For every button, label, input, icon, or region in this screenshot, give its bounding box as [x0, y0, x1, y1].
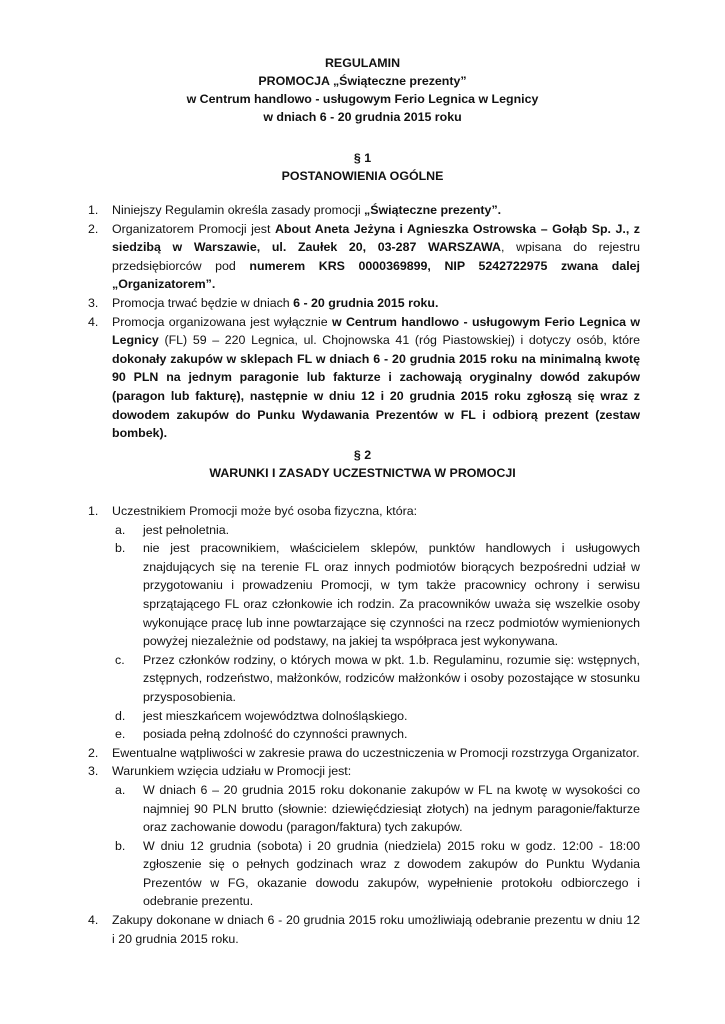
- item-number: 4.: [88, 913, 99, 928]
- item-text: Organizatorem Promocji jest: [112, 221, 275, 236]
- sub-item-letter: b.: [115, 838, 126, 853]
- list-item: [88, 220, 640, 294]
- sub-item-text: W dniach 6 – 20 grudnia 2015 roku dokonanie zakupów w FL na kwotę w wysokości co najmniej 90 PLN brutto (słownie: dziewięćdziesiąt złotych) na jednym paragonie/fakturze oraz zachowanie dowodu (paragon/faktura) tych zakupów.: [143, 782, 640, 835]
- section-2-list: [88, 502, 640, 948]
- sub-item: [88, 521, 640, 540]
- sub-item: [88, 651, 640, 707]
- item-text: Promocja trwać będzie w dniach: [112, 295, 294, 310]
- item-number: 2.: [88, 745, 99, 760]
- item-number: 1.: [88, 203, 99, 217]
- list-item: [88, 744, 640, 763]
- item-text: Zakupy dokonane w dniach 6 - 20 grudnia 2015 roku umożliwiają odebranie prezentu w dniu 12 i 20 grudnia 2015 roku.: [112, 913, 640, 946]
- item-text: Uczestnikiem Promocji może być osoba fizyczna, która:: [112, 504, 418, 518]
- list-item: [88, 313, 640, 443]
- list-item: [88, 201, 640, 220]
- sub-item-letter: a.: [115, 782, 126, 797]
- item-number: 4.: [88, 314, 99, 329]
- section-1-list: [88, 201, 640, 443]
- item-text: Warunkiem wzięcia udziału w Promocji jest:: [112, 764, 352, 779]
- sub-item-letter: e.: [115, 727, 126, 742]
- document-header: [0, 54, 725, 126]
- item-text-bold: „Świąteczne prezenty”.: [364, 203, 502, 217]
- item-number: 3.: [88, 764, 99, 779]
- item-text: (FL) 59 – 220 Legnica, ul. Chojnowska 41 (róg Piastowskiej) i dotyczy osób, które: [158, 333, 640, 348]
- section-2-number: § 2: [353, 448, 372, 462]
- section-1-heading: [0, 149, 725, 185]
- sub-item: [88, 707, 640, 726]
- section-1-title: POSTANOWIENIA OGÓLNE: [281, 169, 444, 183]
- sub-item-text: Przez członków rodziny, o których mowa w pkt. 1.b. Regulaminu, rozumie się: wstępnych, zstępnych, rodzeństwo, małżonków, rodziców małżonków i osoby pozostające w stosunku przysposobienia.: [143, 652, 640, 704]
- list-item: [88, 762, 640, 781]
- header-line-1: REGULAMIN: [324, 56, 401, 70]
- item-text: Ewentualne wątpliwości w zakresie prawa do uczestniczenia w Promocji rozstrzyga Organizator.: [112, 745, 640, 760]
- sub-item: [88, 539, 640, 651]
- sub-item-text: jest mieszkańcem województwa dolnośląskiego.: [143, 708, 408, 723]
- sub-item-letter: c.: [115, 652, 125, 667]
- item-number: 1.: [88, 504, 99, 518]
- sub-item-text: jest pełnoletnia.: [143, 522, 230, 537]
- section-1-number: § 1: [353, 151, 372, 165]
- item-text-bold: 6 - 20 grudnia 2015 roku.: [293, 295, 439, 310]
- sub-item-letter: d.: [115, 708, 126, 723]
- sub-item: [88, 781, 640, 837]
- item-number: 2.: [88, 221, 99, 236]
- item-text: Niniejszy Regulamin określa zasady promocji: [112, 203, 365, 217]
- item-text-bold: dokonały zakupów w sklepach FL w dniach 6 - 20 grudnia 2015 roku na minimalną kwotę 90 PLN na jednym paragonie lub fakturze i zachowają oryginalny dowód zakupów (paragon lub fakturę), następnie w dniu 12 i 20 grudnia 2015 roku zgłoszą się wraz z dowodem zakupów do Punku Wydawania Prezentów w FL i odbiorą prezent (zestaw bombek).: [112, 351, 640, 441]
- item-text-bold: w Centrum handlowo - usługowym Ferio Legnica w Legnicy: [112, 314, 640, 348]
- sub-item-text: W dniu 12 grudnia (sobota) i 20 grudnia (niedziela) 2015 roku w godz. 12:00 - 18:00 zgłoszenie się o pełnych godzinach wraz z dowodem zakupów do Punktu Wydania Prezentów w FG, okazanie dowodu zakupów, wypełnienie protokołu odbiorczego i odebranie prezentu.: [143, 838, 640, 909]
- header-line-4: w dniach 6 - 20 grudnia 2015 roku: [263, 110, 462, 124]
- sub-item-text: nie jest pracownikiem, właścicielem sklepów, punktów handlowych i usługowych znajdujących się na terenie FL oraz innych podmiotów biorących bezpośredni udział w przygotowaniu i prowadzeniu Promocji, w tym także pracownicy ochrony i serwisu sprzątającego FL oraz członkowie ich rodzin. Za pracowników uważa się wszelkie osoby wykonujące pracę lub inne powtarzające się czynności na rzecz podmiotów wymienionych powyżej niezależnie od podstawy, na jakiej ta współpraca jest wykonywana.: [143, 541, 640, 649]
- item-text: , wpisana do rejestru przedsiębiorców pod: [112, 240, 640, 273]
- list-item: [88, 911, 640, 948]
- sub-item-letter: a.: [115, 522, 126, 537]
- header-line-2: PROMOCJA „Świąteczne prezenty”: [258, 74, 467, 88]
- sub-item: [88, 725, 640, 744]
- item-text: Promocja organizowana jest wyłącznie: [112, 314, 332, 329]
- item-text-bold: numerem KRS 0000369899, NIP 5242722975 zwana dalej „Organizatorem”.: [112, 258, 640, 292]
- item-number: 3.: [88, 295, 99, 310]
- section-2-title: WARUNKI I ZASADY UCZESTNICTWA W PROMOCJI: [209, 466, 516, 480]
- item-text-bold: About Aneta Jeżyna i Agnieszka Ostrowska – Gołąb Sp. J., z siedzibą w Warszawie, ul. Zaułek 20, 03-287 WARSZAWA: [112, 221, 640, 255]
- sub-item: [88, 837, 640, 911]
- list-item: [88, 502, 640, 521]
- sub-item-text: posiada pełną zdolność do czynności prawnych.: [143, 727, 408, 742]
- list-item: [88, 294, 640, 313]
- header-line-3: w Centrum handlowo - usługowym Ferio Legnica w Legnicy: [186, 92, 539, 106]
- sub-item-letter: b.: [115, 541, 126, 556]
- section-2-heading: [0, 446, 725, 482]
